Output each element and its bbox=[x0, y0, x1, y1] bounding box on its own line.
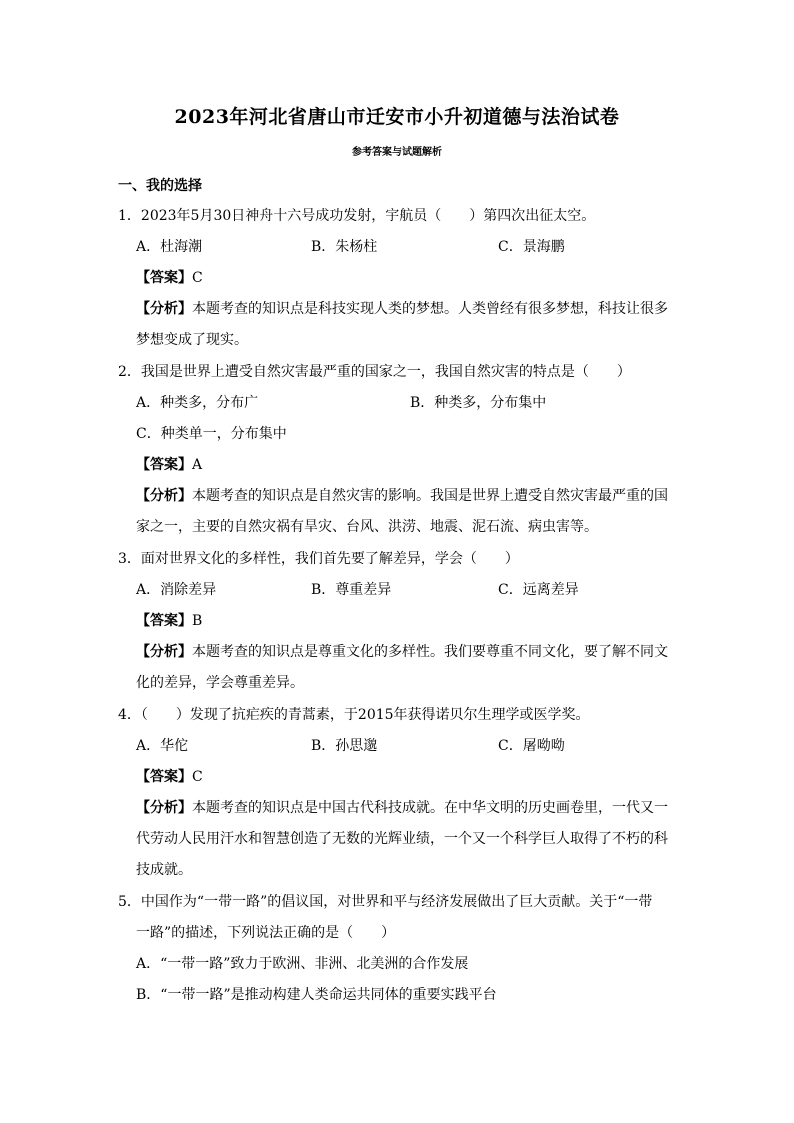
q1-analysis-line: 梦想变成了现实。 bbox=[136, 332, 248, 348]
q4-answer bbox=[136, 767, 203, 787]
answer-tag: 【答案】 bbox=[136, 457, 192, 473]
q3-stem: 3．面对世界文化的多样性，我们首先要了解差异，学会（ ） bbox=[118, 551, 519, 567]
q4-option-c: C．屠呦呦 bbox=[498, 738, 565, 754]
q3-answer bbox=[136, 611, 202, 631]
q2-analysis-line: 家之一，主要的自然灾祸有旱灾、台风、洪涝、地震、泥石流、病虫害等。 bbox=[136, 519, 598, 535]
analysis-text: 本题考查的知识点是自然灾害的影响。我国是世界上遭受自然灾害最严重的国 bbox=[192, 488, 668, 504]
q4-analysis-line bbox=[136, 798, 668, 818]
q3-option-a: A．消除差异 bbox=[136, 582, 217, 598]
q2-answer bbox=[136, 455, 202, 475]
q3-option-b: B．尊重差异 bbox=[311, 582, 392, 598]
q5-option-a: A．“一带一路”致力于欧洲、非洲、北美洲的合作发展 bbox=[136, 956, 469, 972]
q4-analysis-line: 代劳动人民用汗水和智慧创造了无数的光辉业绩，一个又一个科学巨人取得了不朽的科 bbox=[136, 831, 668, 847]
page-title: 2023年河北省唐山市迁安市小升初道德与法治试卷 bbox=[174, 106, 620, 128]
answer-value: B bbox=[192, 613, 203, 629]
q1-stem: 1．2023年5月30日神舟十六号成功发射，宇航员（ ）第四次出征太空。 bbox=[118, 208, 596, 224]
analysis-text: 本题考查的知识点是尊重文化的多样性。我们要尊重不同文化，要了解不同文 bbox=[192, 644, 668, 660]
q4-option-b: B．孙思邈 bbox=[311, 738, 378, 754]
q1-option-a: A．杜海潮 bbox=[136, 239, 203, 255]
q1-option-c: C．景海鹏 bbox=[498, 239, 565, 255]
q4-stem: 4．（ ）发现了抗疟疾的青蒿素，于2015年获得诺贝尔生理学或医学奖。 bbox=[118, 707, 590, 723]
q2-option-c: C．种类单一，分布集中 bbox=[136, 426, 287, 442]
q3-analysis-line: 化的差异，学会尊重差异。 bbox=[136, 675, 304, 691]
answer-value: C bbox=[192, 270, 203, 286]
q2-option-a: A．种类多，分布广 bbox=[136, 395, 259, 411]
q3-analysis-line bbox=[136, 642, 668, 662]
q2-option-b: B．种类多，分布集中 bbox=[410, 395, 547, 411]
analysis-text: 本题考查的知识点是科技实现人类的梦想。人类曾经有很多梦想，科技让很多 bbox=[192, 301, 668, 317]
section-heading: 一、我的选择 bbox=[118, 178, 202, 194]
answer-tag: 【答案】 bbox=[136, 613, 192, 629]
q1-answer bbox=[136, 268, 203, 288]
q4-analysis-line: 技成就。 bbox=[136, 862, 192, 878]
analysis-tag: 【分析】 bbox=[136, 644, 192, 660]
q2-analysis-line bbox=[136, 486, 668, 506]
analysis-tag: 【分析】 bbox=[136, 488, 192, 504]
analysis-tag: 【分析】 bbox=[136, 800, 192, 816]
q4-option-a: A．华佗 bbox=[136, 738, 189, 754]
q5-option-b: B．“一带一路”是推动构建人类命运共同体的重要实践平台 bbox=[136, 987, 497, 1003]
q2-stem: 2．我国是世界上遭受自然灾害最严重的国家之一，我国自然灾害的特点是（ ） bbox=[118, 364, 631, 380]
analysis-tag: 【分析】 bbox=[136, 301, 192, 317]
answer-value: C bbox=[192, 769, 203, 785]
answer-tag: 【答案】 bbox=[136, 769, 192, 785]
answer-value: A bbox=[192, 457, 203, 473]
q1-analysis-line bbox=[136, 299, 668, 319]
q3-option-c: C．远离差异 bbox=[498, 582, 579, 598]
answer-tag: 【答案】 bbox=[136, 270, 192, 286]
q1-option-b: B．朱杨柱 bbox=[311, 239, 378, 255]
page-subtitle: 参考答案与试题解析 bbox=[352, 147, 442, 158]
q5-stem: 一路”的描述，下列说法正确的是（ ） bbox=[136, 925, 396, 941]
analysis-text: 本题考查的知识点是中国古代科技成就。在中华文明的历史画卷里，一代又一 bbox=[192, 800, 668, 816]
q5-stem: 5．中国作为“一带一路”的倡议国，对世界和平与经济发展做出了巨大贡献。关于“一带 bbox=[118, 894, 653, 910]
